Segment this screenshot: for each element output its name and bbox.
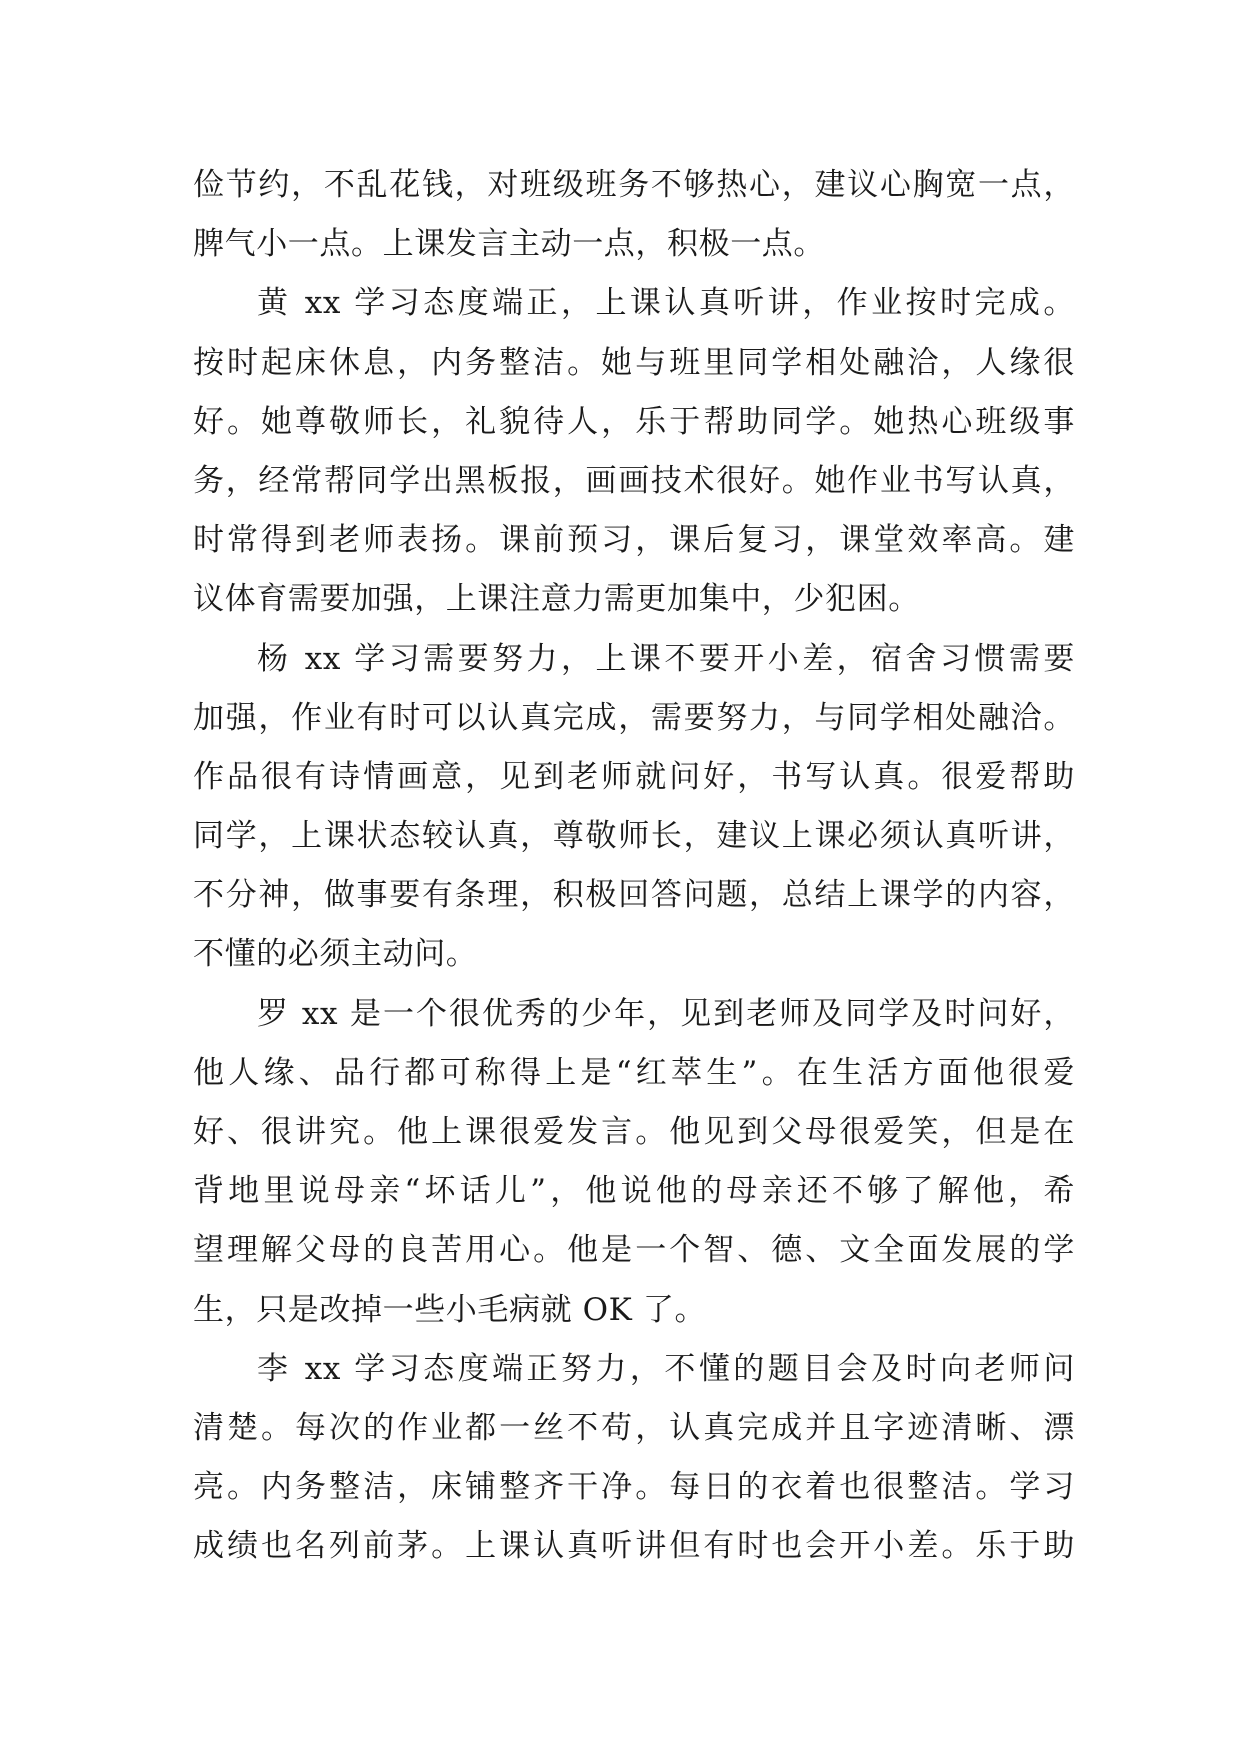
document-body [193, 156, 1075, 1577]
text-line: 按时起床休息，内务整洁。她与班里同学相处融洽，人缘很 [193, 344, 1075, 381]
text-line: 好。她尊敬师长，礼貌待人，乐于帮助同学。她热心班级事 [193, 403, 1075, 440]
paragraph-start-line: 黄 xx 学习态度端正，上课认真听讲，作业按时完成。 [257, 285, 1075, 322]
text-line: 时常得到老师表扬。课前预习，课后复习，课堂效率高。建 [193, 522, 1075, 559]
text-line: 不分神，做事要有条理，积极回答问题，总结上课学的内容， [193, 877, 1075, 914]
paragraph-start-line: 李 xx 学习态度端正努力，不懂的题目会及时向老师问 [257, 1350, 1075, 1387]
text-line: 亮。内务整洁，床铺整齐干净。每日的衣着也很整洁。学习 [193, 1469, 1075, 1506]
text-line: 背地里说母亲“坏话儿”，他说他的母亲还不够了解他，希 [193, 1173, 1075, 1210]
paragraph-start-line: 杨 xx 学习需要努力，上课不要开小差，宿舍习惯需要 [257, 640, 1075, 677]
text-line: 俭节约，不乱花钱，对班级班务不够热心，建议心胸宽一点， [193, 167, 1075, 203]
text-line: 生，只是改掉一些小毛病就 OK 了。 [193, 1291, 707, 1328]
text-line: 清楚。每次的作业都一丝不苟，认真完成并且字迹清晰、漂 [193, 1409, 1075, 1446]
text-line: 同学，上课状态较认真，尊敬师长，建议上课必须认真听讲， [193, 818, 1075, 855]
text-line: 他人缘、品行都可称得上是“红萃生”。在生活方面他很爱 [193, 1054, 1075, 1091]
text-line: 成绩也名列前茅。上课认真听讲但有时也会开小差。乐于助 [193, 1528, 1075, 1565]
text-line: 作品很有诗情画意，见到老师就问好，书写认真。很爱帮助 [193, 758, 1075, 795]
text-line: 脾气小一点。上课发言主动一点，积极一点。 [193, 226, 825, 263]
text-line: 不懂的必须主动问。 [193, 936, 478, 973]
paragraph-start-line: 罗 xx 是一个很优秀的少年，见到老师及同学及时问好， [257, 995, 1075, 1032]
text-line: 加强，作业有时可以认真完成，需要努力，与同学相处融洽。 [193, 699, 1075, 736]
text-line: 议体育需要加强，上课注意力需更加集中，少犯困。 [193, 581, 920, 618]
text-line: 望理解父母的良苦用心。他是一个智、德、文全面发展的学 [193, 1232, 1075, 1269]
text-line: 务，经常帮同学出黑板报，画画技术很好。她作业书写认真， [193, 462, 1075, 499]
text-line: 好、很讲究。他上课很爱发言。他见到父母很爱笑，但是在 [193, 1114, 1075, 1150]
